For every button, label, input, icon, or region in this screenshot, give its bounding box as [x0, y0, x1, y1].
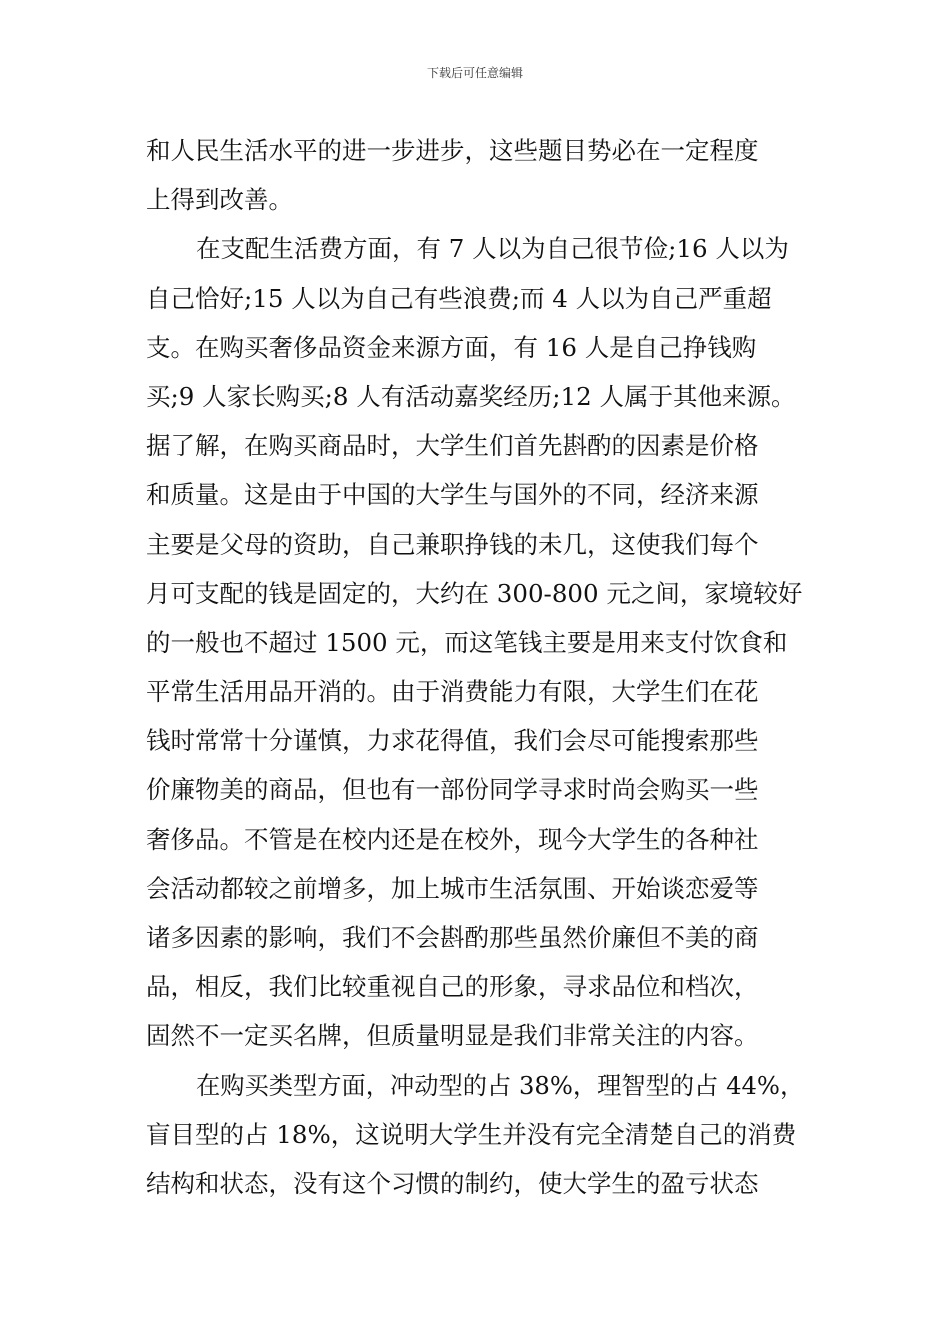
- text-line: 盲目型的占 18%，这说明大学生并没有完全清楚自己的消费: [146, 1119, 797, 1149]
- text-line: 上得到改善。: [146, 185, 293, 215]
- text-line: 结构和状态，没有这个习惯的制约，使大学生的盈亏状态: [146, 1168, 759, 1198]
- text-line: 固然不一定买名牌，但质量明显是我们非常关注的内容。: [146, 1021, 759, 1051]
- text-line: 据了解，在购买商品时，大学生们首先斟酌的因素是价格: [146, 431, 759, 461]
- text-line: 奢侈品。不管是在校内还是在校外，现今大学生的各种社: [146, 824, 759, 854]
- text-line: 买;9 人家长购买;8 人有活动嘉奖经历;12 人属于其他来源。: [146, 381, 796, 411]
- text-line: 和人民生活水平的进一步进步，这些题目势必在一定程度: [146, 136, 759, 165]
- text-line: 月可支配的钱是固定的，大约在 300-800 元之间，家境较好: [146, 578, 803, 608]
- text-line: 主要是父母的资助，自己兼职挣钱的未几，这使我们每个: [146, 529, 759, 559]
- text-line: 在支配生活费方面，有 7 人以为自己很节俭;16 人以为: [196, 234, 789, 264]
- text-line: 自己恰好;15 人以为自己有些浪费;而 4 人以为自己严重超: [146, 283, 772, 313]
- page-header: 下载后可任意编辑: [426, 66, 523, 80]
- text-line: 会活动都较之前增多，加上城市生活氛围、开始谈恋爱等: [146, 873, 759, 903]
- text-line: 诸多因素的影响，我们不会斟酌那些虽然价廉但不美的商: [146, 923, 759, 952]
- document-body: [146, 126, 806, 1208]
- text-line: 价廉物美的商品，但也有一部份同学寻求时尚会购买一些: [146, 775, 759, 805]
- text-line: 钱时常常十分谨慎，力求花得值，我们会尽可能搜索那些: [146, 726, 759, 756]
- text-line: 品，相反，我们比较重视自己的形象，寻求品位和档次，: [146, 972, 759, 1002]
- text-line: 在购买类型方面，冲动型的占 38%，理智型的占 44%，: [196, 1070, 805, 1100]
- text-line: 和质量。这是由于中国的大学生与国外的不同，经济来源: [146, 480, 759, 510]
- text-line: 的一般也不超过 1500 元，而这笔钱主要是用来支付饮食和: [146, 627, 788, 657]
- text-line: 支。在购买奢侈品资金来源方面，有 16 人是自己挣钱购: [146, 332, 757, 362]
- text-line: 平常生活用品开消的。由于消费能力有限，大学生们在花: [146, 677, 759, 707]
